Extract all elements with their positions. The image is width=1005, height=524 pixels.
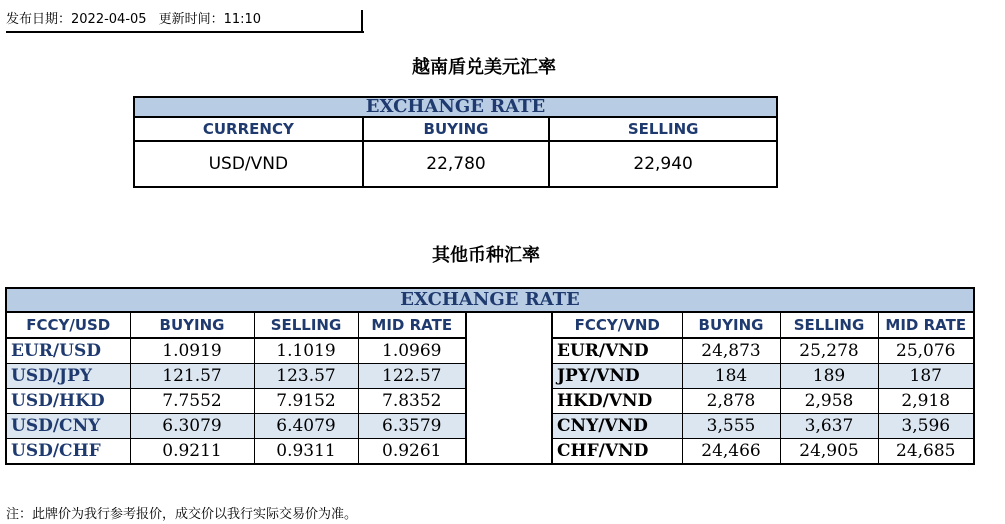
vnd-section-title: 越南盾兑美元汇率 — [412, 57, 556, 78]
table-row — [6, 439, 974, 465]
col-header-buying: BUYING — [130, 312, 254, 338]
publish-info — [6, 8, 261, 27]
col-header-currency: CURRENCY — [134, 117, 363, 141]
buying-cell: 0.9211 — [130, 439, 254, 465]
col-header-selling: SELLING — [780, 312, 878, 338]
table-gap — [466, 414, 552, 439]
buying-cell: 2,878 — [682, 389, 780, 414]
col-header-fccy-usd: FCCY/USD — [6, 312, 130, 338]
buying-cell: 7.7552 — [130, 389, 254, 414]
table-row — [6, 364, 974, 389]
selling-cell: 24,905 — [780, 439, 878, 465]
pair-cell: JPY/VND — [552, 364, 682, 389]
col-header-selling: SELLING — [254, 312, 358, 338]
selling-cell: 25,278 — [780, 338, 878, 364]
mid-rate-cell: 6.3579 — [358, 414, 466, 439]
buying-cell: 22,780 — [363, 141, 550, 187]
publish-info-divider — [361, 10, 363, 33]
selling-cell: 1.1019 — [254, 338, 358, 364]
table-row — [134, 141, 777, 187]
selling-cell: 6.4079 — [254, 414, 358, 439]
table-gap — [466, 364, 552, 389]
other-section-title: 其他币种汇率 — [432, 245, 540, 266]
mid-rate-cell: 187 — [878, 364, 974, 389]
table-row — [6, 389, 974, 414]
buying-cell: 3,555 — [682, 414, 780, 439]
table-gap — [466, 439, 552, 465]
selling-cell: 7.9152 — [254, 389, 358, 414]
table-gap — [466, 389, 552, 414]
pair-cell: EUR/VND — [552, 338, 682, 364]
col-header-buying: BUYING — [682, 312, 780, 338]
selling-cell: 2,958 — [780, 389, 878, 414]
selling-cell: 22,940 — [549, 141, 777, 187]
buying-cell: 184 — [682, 364, 780, 389]
mid-rate-cell: 24,685 — [878, 439, 974, 465]
pair-cell: EUR/USD — [6, 338, 130, 364]
mid-rate-cell: 122.57 — [358, 364, 466, 389]
pair-cell: HKD/VND — [552, 389, 682, 414]
mid-rate-cell: 3,596 — [878, 414, 974, 439]
update-time: 11:10 — [223, 12, 262, 27]
pair-cell: USD/JPY — [6, 364, 130, 389]
pair-cell: CNY/VND — [552, 414, 682, 439]
mid-rate-cell: 2,918 — [878, 389, 974, 414]
mid-rate-cell: 1.0969 — [358, 338, 466, 364]
table-row — [6, 338, 974, 364]
currency-cell: USD/VND — [134, 141, 363, 187]
mid-rate-cell: 25,076 — [878, 338, 974, 364]
mid-rate-cell: 0.9261 — [358, 439, 466, 465]
disclaimer-note: 注：此牌价为我行参考报价，成交价以我行实际交易价为准。 — [6, 507, 358, 522]
col-header-buying: BUYING — [363, 117, 550, 141]
pair-cell: USD/CHF — [6, 439, 130, 465]
mid-rate-cell: 7.8352 — [358, 389, 466, 414]
col-header-fccy-vnd: FCCY/VND — [552, 312, 682, 338]
selling-cell: 3,637 — [780, 414, 878, 439]
table-row — [6, 414, 974, 439]
publish-date: 2022-04-05 — [71, 12, 147, 27]
buying-cell: 121.57 — [130, 364, 254, 389]
buying-cell: 6.3079 — [130, 414, 254, 439]
other-rate-table — [5, 287, 975, 465]
col-header-selling: SELLING — [549, 117, 777, 141]
buying-cell: 24,466 — [682, 439, 780, 465]
publish-info-underline — [6, 31, 364, 33]
selling-cell: 189 — [780, 364, 878, 389]
buying-cell: 24,873 — [682, 338, 780, 364]
pair-cell: CHF/VND — [552, 439, 682, 465]
table-gap — [466, 312, 552, 338]
buying-cell: 1.0919 — [130, 338, 254, 364]
pair-cell: USD/HKD — [6, 389, 130, 414]
vnd-rate-table — [133, 96, 778, 188]
table-gap — [466, 338, 552, 364]
col-header-mid-rate: MID RATE — [358, 312, 466, 338]
col-header-mid-rate: MID RATE — [878, 312, 974, 338]
selling-cell: 0.9311 — [254, 439, 358, 465]
pair-cell: USD/CNY — [6, 414, 130, 439]
exchange-rate-band: EXCHANGE RATE — [134, 97, 777, 117]
exchange-rate-band: EXCHANGE RATE — [6, 288, 974, 312]
update-time-label: 更新时间： — [158, 12, 224, 27]
publish-date-label: 发布日期： — [6, 12, 72, 27]
selling-cell: 123.57 — [254, 364, 358, 389]
